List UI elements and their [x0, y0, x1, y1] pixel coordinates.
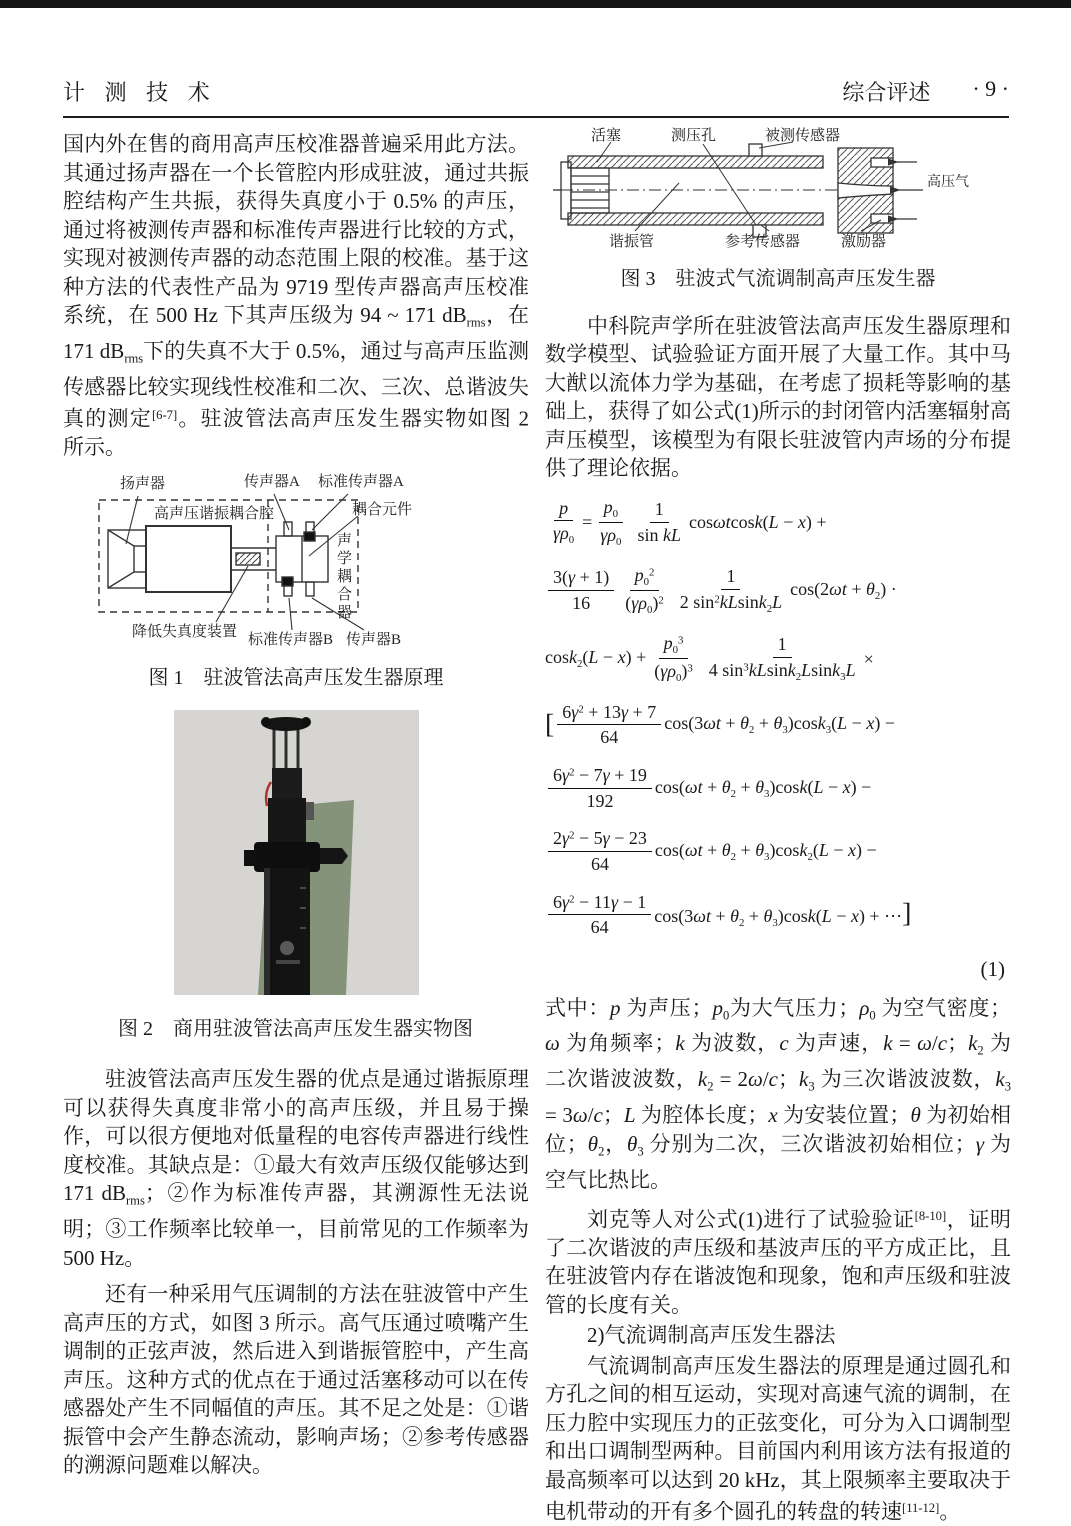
fig3-label-piston: 活塞: [591, 128, 622, 144]
figure1-diagram: [96, 474, 496, 652]
equation: [545, 497, 1011, 939]
para-advantages-disadvantages: 驻波管法高声压发生器的优点是通过谐振原理可以获得失真度非常小的高声压级，并且易于操作，可以很方便地对低量程的电容传声器进行线性度校准。其缺点是：①最大有效声压级仅能够达到 171 $dB_{rms}$；②作为标准传声器，其溯源性无法说明；③工作频率比较单一，目前常见的工作频率为 500 Hz。: [63, 1067, 530, 1270]
para-airflow-principle: 气流调制高声压发生器法的原理是通过圆孔和方孔之间的相互运动，实现对高速气流的调制，在压力腔中实现压力的正弦变化，可分为入口调制型和出口调制型两种。目前国内利用该方法有报道的最高频率可以达到 20 kHz，其上限频率主要取决于电机带动的开有多个圆孔的转盘的转速[11-12]。: [545, 1353, 1011, 1524]
two-column-body: [63, 122, 1011, 1526]
figure3-diagram: [553, 128, 1003, 253]
section-label: 综合评述: [842, 80, 931, 105]
para-cas-acoustics: 中科院声学所在驻波管法高声压发生器原理和数学模型、试验验证方面开展了大量工作。其中马大猷以流体力学为基础，在考虑了损耗等影响的基础上，获得了如公式(1)所示的封闭管内活塞辐射高声压模型，该模型为有限长驻波管内声场的分布提供了理论依据。: [545, 313, 1011, 480]
equation-line: cosk$_2$(L − x) + $\frac{p_0^3}{(\gamma\rho_0)^3}$ $\frac{1}{4 \sin^3kLsink_2Lsink_3L}$ ×: [545, 633, 874, 685]
fig1-label-acoustic-coupler: 声学耦合器: [335, 531, 351, 622]
fig1-label-cavity: 高声压谐振耦合腔: [154, 505, 275, 522]
right-column: [545, 122, 1011, 1526]
figure1: [63, 474, 529, 693]
fig1-coupler-assembly: [276, 522, 328, 596]
figure2: [118, 710, 473, 1043]
fig3-label-reference-sensor: 参考传感器: [725, 234, 801, 250]
page-top-edge: [0, 0, 1071, 8]
equation-line: $\frac{p}{\gamma\rho_0}$ = $\frac{p_0}{\gamma\rho_0}$ $\frac{1}{\text{sin kL}}$ cosωtcosk(L − x) +: [553, 496, 827, 548]
fig3-label-exciter: 激励器: [841, 234, 887, 250]
equation-number: (1): [980, 957, 1005, 982]
figure2-caption: 图 2 商用驻波管法高声压发生器实物图: [118, 1017, 473, 1040]
figure1-caption: 图 1 驻波管法高声压发生器原理: [148, 666, 444, 689]
fig1-resonant-chamber: [146, 526, 276, 592]
fig1-label-mic-a: 传声器A: [244, 473, 300, 490]
fig1-label-mic-b: 传声器B: [346, 631, 402, 648]
fig1-label-distortion-reducer: 降低失真度装置: [132, 623, 238, 640]
fig3-label-high-pressure-gas: 高压气: [927, 175, 969, 190]
para-symbol-definitions: 式中：p 为声压；$p_0$为大气压力；$\rho_0$ 为空气密度；ω 为角频率；k 为波数，c 为声速，k = ω/c；$k_2$ 为二次谐波波数，$k_2 = 2\omega/c$；$k_3$ 为三次谐波波数，$k_3 = 3\omega/c$；L 为腔体长度；x 为安装位置；θ 为初始相位；$\theta_2$，$\theta_3$ 分别为二次，三次谐波初始相位；γ 为空气比热比。: [545, 995, 1012, 1192]
equation-line: [ $\frac{6\gamma^2 + 13\gamma + 7}{64}$ $\cos(3\omega t + \theta_2 + \theta_3)\cos k_3(L - x)$ −: [545, 701, 895, 748]
equation-line: $\frac{6\gamma^2 - 11\gamma - 1}{64}$ $\cos(3\omega t + \theta_2 + \theta_3)\cos k(L - x)$ + ⋯]: [545, 892, 1011, 938]
equation-line: $\frac{2\gamma^2 - 5\gamma - 23}{64}$ $\cos(\omega t + \theta_2 + \theta_3)\cos k_2(L - x)$ −: [545, 828, 1011, 874]
para-calibrators-overview: 国内外在售的商用高声压校准器普遍采用此方法。其通过扬声器在一个长管腔内形成驻波，通过共振腔结构产生共振，获得失真度小于 0.5% 的声压，通过将被测传声器和标准传声器进行比较的方式，实现对被测传声器的动态范围上限的校准。基于这种方法的代表性产品为 9719 型传声器高声压校准系统，在 500 Hz 下其声压级为 94 ~ 171 $dB_{rms}$，在 171 $dB_{rms}$下的失真不大于 0.5%，通过与高声压监测传感器比较实现线性校准和二次、三次、总谐波失真的测定[6-7]。驻波管法高声压发生器实物如图 2 所示。: [63, 132, 530, 460]
para-liu-ke-validation: 刘克等人对公式(1)进行了试验验证[8-10]，证明了二次谐波的声压级和基波声压的平方成正比，且在驻波管内存在谐波饱和现象，饱和声压级和驻波管的长度有关。: [545, 1207, 1011, 1317]
fig1-label-std-mic-a: 标准传声器A: [318, 473, 404, 490]
equation-line: $\frac{6\gamma^2 - 7\gamma + 19}{192}$ $\cos(\omega t + \theta_2 + \theta_3)\cos k(L - x)$ −: [545, 765, 1011, 811]
equation-line: $\frac{3(\gamma + 1)}{16}$ $\frac{p_0^2}{(\gamma\rho_0)^2}$ $\frac{1}{2 \sin^2kLsink_2L}$ $\cos(2\omega t + \theta_2)$ ·: [545, 565, 1011, 616]
fig1-label-speaker: 扬声器: [120, 475, 166, 492]
fig3-label-resonance-tube: 谐振管: [609, 234, 655, 250]
figure3-caption: 图 3 驻波式气流调制高声压发生器: [620, 268, 936, 290]
journal-title: 计 测 技 术: [63, 80, 217, 105]
left-column: [63, 122, 529, 1526]
fig3-gas-arrows: [897, 162, 923, 219]
page-header: [63, 76, 1009, 118]
fig1-label-coupling-element: 耦合元件: [352, 501, 413, 518]
figure3: [545, 128, 1011, 294]
fig1-label-std-mic-b: 标准传声器B: [248, 631, 334, 648]
fig3-top-port: [749, 144, 762, 156]
fig3-label-pressure-hole: 测压孔: [671, 128, 717, 144]
figure2-photo: [174, 710, 419, 995]
fig3-exciter-block: [838, 148, 893, 233]
subsection-heading-airflow: 2)气流调制高声压发生器法: [587, 1323, 836, 1348]
fig3-label-tested-sensor: 被测传感器: [765, 128, 841, 144]
page-number: · 9 ·: [972, 76, 1009, 101]
para-pneumatic-method: 还有一种采用气压调制的方法在驻波管中产生高声压的方式，如图 3 所示。高气压通过喷嘴产生调制的正弦声波，然后进入到谐振管腔中，产生高声压。这种方式的优点在于通过活塞移动可以在传感器处产生不同幅值的声压。其不足之处是：①谐振管中会产生静态流动，影响声场；②参考传感器的溯源问题难以解决。: [63, 1282, 529, 1478]
